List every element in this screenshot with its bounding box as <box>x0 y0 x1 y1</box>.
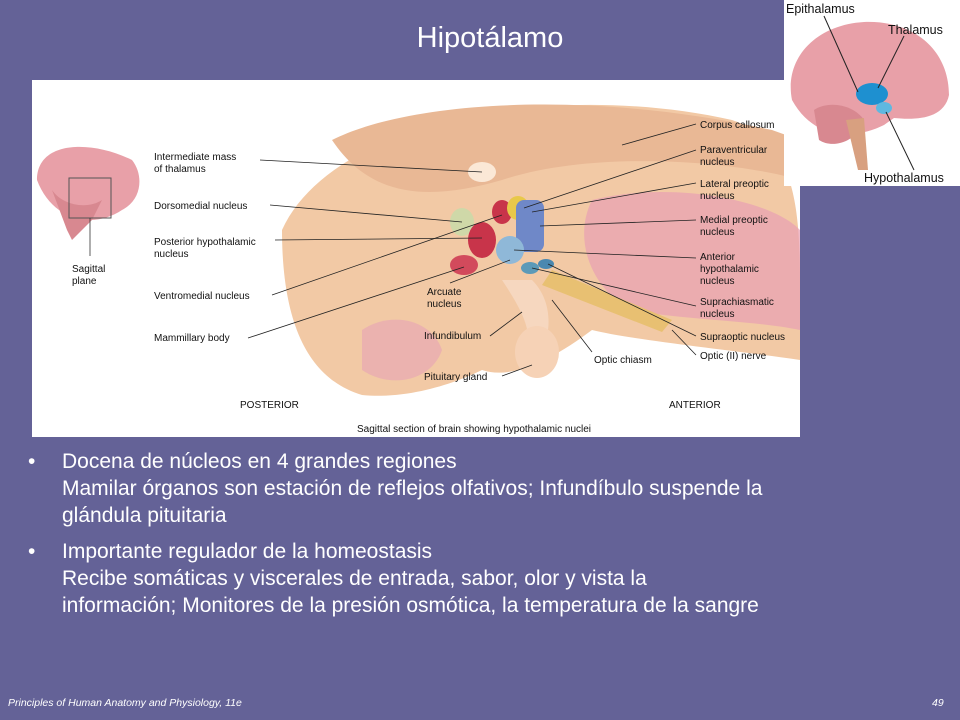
bullet-line: Docena de núcleos en 4 grandes regiones <box>62 450 457 473</box>
bullet-line: Importante regulador de la homeostasis <box>62 540 433 563</box>
label-posterior: POSTERIOR <box>240 400 299 411</box>
page-number: 49 <box>932 697 944 709</box>
bullet-line: información; Monitores de la presión osmótica, la temperatura de la sangre <box>62 594 759 617</box>
label-arcuate: Arcuate <box>427 287 462 298</box>
label-infundibulum: Infundibulum <box>424 331 482 342</box>
bullet-list <box>28 448 956 628</box>
sagittal-section-illustration <box>32 80 800 437</box>
label-posterior-hypothalamic-nucleus: nucleus <box>154 249 189 260</box>
posterior-hypothalamic-nucleus-shape <box>468 222 496 258</box>
inset-leader-hypothalamus <box>886 112 914 170</box>
figure-caption: Sagittal section of brain showing hypothalamic nuclei <box>357 424 592 435</box>
bullet-dot: • <box>28 540 36 563</box>
label-anterior-hypothalamic-nucleus: nucleus <box>700 276 735 287</box>
inset-cerebrum <box>791 22 949 134</box>
label-lateral-preoptic-nucleus: nucleus <box>700 191 735 202</box>
hypothalamus-figure <box>32 80 800 437</box>
inset-brain-illustration <box>784 0 960 186</box>
brain-inset <box>784 0 960 186</box>
label-medial-preoptic: Medial preoptic <box>700 215 768 226</box>
inset-hypothalamus <box>876 102 892 114</box>
label-intermediate-mass: Intermediate mass <box>154 152 237 163</box>
suprachiasmatic-nucleus-shape <box>521 262 539 274</box>
bullet-item <box>28 538 956 619</box>
label-hypothalamic: hypothalamic <box>700 264 759 275</box>
label-anterior: ANTERIOR <box>669 400 721 411</box>
inset-label-epithalamus: Epithalamus <box>786 2 855 16</box>
pituitary-gland-shape <box>515 326 559 378</box>
label-supraoptic-nucleus: Supraoptic nucleus <box>700 332 786 343</box>
bullet-line: glándula pituitaria <box>62 504 227 527</box>
footer-text: Principles of Human Anatomy and Physiology, 11e <box>8 697 242 709</box>
label-mammillary-body: Mammillary body <box>154 333 230 344</box>
bullet-item <box>28 448 956 529</box>
inset-thalamus <box>856 83 888 105</box>
label-pituitary-gland: Pituitary gland <box>424 372 488 383</box>
bullet-line: Mamilar órganos son estación de reflejos olfativos; Infundíbulo suspende la <box>62 477 763 500</box>
label-medial-preoptic-nucleus: nucleus <box>700 227 735 238</box>
label-arcuate-nucleus: nucleus <box>427 299 462 310</box>
label-optic-chiasm: Optic chiasm <box>594 355 652 366</box>
slide-title: Hipotálamo <box>416 22 564 54</box>
label-sagittal: Sagittal <box>72 264 106 275</box>
label-optic-nerve: Optic (II) nerve <box>700 351 767 362</box>
label-of-thalamus: of thalamus <box>154 164 206 175</box>
bullet-dot: • <box>28 450 36 473</box>
mammillary-body-shape <box>450 255 478 275</box>
label-corpus-callosum: Corpus callosum <box>700 120 775 131</box>
label-lateral-preoptic: Lateral preoptic <box>700 179 769 190</box>
label-anterior: Anterior <box>700 252 736 263</box>
inset-label-thalamus: Thalamus <box>888 23 943 37</box>
supraoptic-nucleus-shape <box>538 259 554 269</box>
label-paraventricular: Paraventricular <box>700 145 768 156</box>
bullet-line: Recibe somáticas y viscerales de entrada, sabor, olor y vista la <box>62 567 647 590</box>
label-suprachiasmatic-nucleus: nucleus <box>700 309 735 320</box>
label-dorsomedial-nucleus: Dorsomedial nucleus <box>154 201 248 212</box>
label-posterior-hypothalamic: Posterior hypothalamic <box>154 237 256 248</box>
label-suprachiasmatic: Suprachiasmatic <box>700 297 774 308</box>
label-paraventricular-nucleus: nucleus <box>700 157 735 168</box>
label-ventromedial-nucleus: Ventromedial nucleus <box>154 291 250 302</box>
inset-label-hypothalamus: Hypothalamus <box>864 171 944 185</box>
label-plane: plane <box>72 276 97 287</box>
